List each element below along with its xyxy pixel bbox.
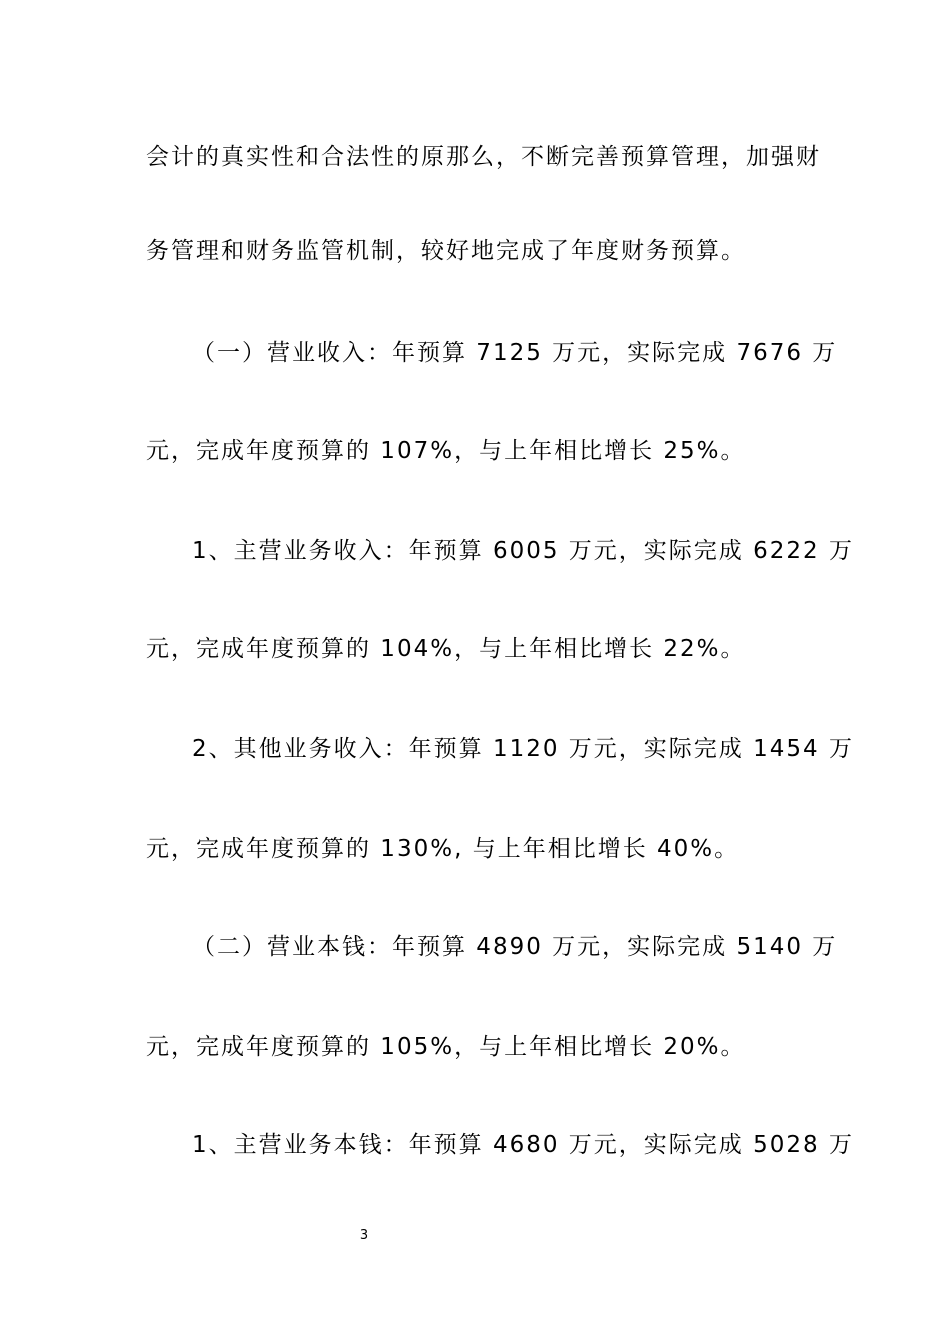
paragraph-line: 会计的真实性和合法性的原那么，不断完善预算管理，加强财 — [146, 144, 821, 170]
paragraph-line: 务管理和财务监管机制，较好地完成了年度财务预算。 — [146, 238, 746, 264]
page-number: 3 — [359, 1228, 369, 1243]
paragraph-line: 1、主营业务收入：年预算 6005 万元，实际完成 6222 万 — [192, 538, 854, 564]
paragraph-line: 元，完成年度预算的 107%，与上年相比增长 25%。 — [146, 438, 746, 464]
paragraph-line: 2、其他业务收入：年预算 1120 万元，实际完成 1454 万 — [192, 736, 854, 762]
paragraph-line: 元，完成年度预算的 130%, 与上年相比增长 40%。 — [146, 836, 740, 862]
paragraph-line: （二）营业本钱：年预算 4890 万元，实际完成 5140 万 — [192, 934, 838, 960]
paragraph-line: 元，完成年度预算的 104%，与上年相比增长 22%。 — [146, 636, 746, 662]
paragraph-line: （一）营业收入：年预算 7125 万元，实际完成 7676 万 — [192, 340, 838, 366]
paragraph-line: 1、主营业务本钱：年预算 4680 万元，实际完成 5028 万 — [192, 1132, 854, 1158]
paragraph-line: 元，完成年度预算的 105%，与上年相比增长 20%。 — [146, 1034, 746, 1060]
